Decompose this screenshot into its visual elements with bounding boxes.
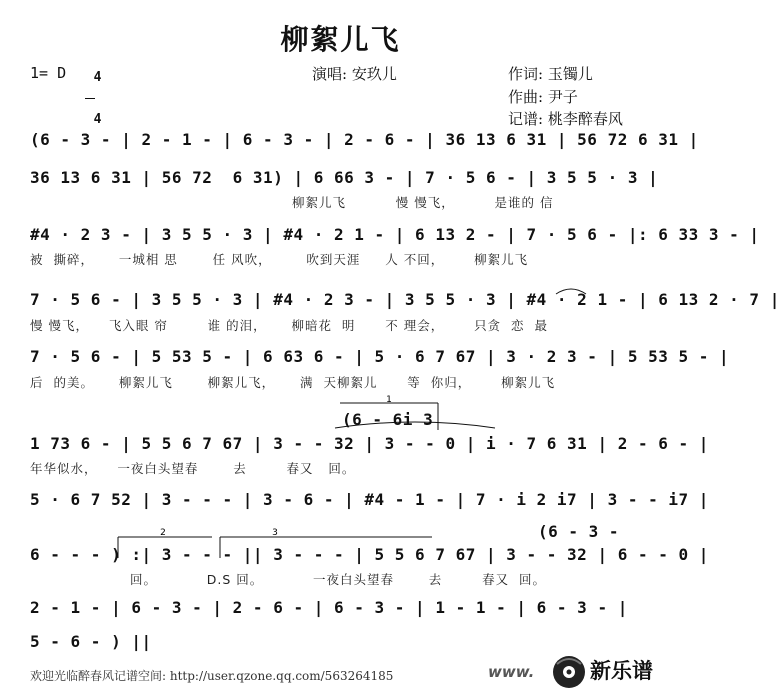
score-row-5-lyrics: 后 的美。 柳絮儿飞 柳絮儿飞， 满 天柳絮儿 等 你归， 柳絮儿飞 [30,375,556,390]
tie-arc-2 [335,422,495,428]
score-row-3-notes: #4 · 2 3 - | 3 5 5 · 3 | #4 · 2 1 - | 6 13 2 - | 7 · 5 6 - |: 6 33 3 - | [30,225,760,244]
singer-credit: 演唱: 安玖儿 [312,65,397,83]
score-row-5-notes: 7 · 5 6 - | 5 53 5 - | 6 63 6 - | 5 · 6 7 67 | 3 · 2 3 - | 5 53 5 - | [30,347,730,366]
score-row-6-lyrics: 年华似水， 一夜白头望春 去 春又 回。 [30,461,356,476]
composer-credit: 作曲: 尹子 [508,88,578,106]
score-row-8-notes: 6 - - - ) :| 3 - - - || 3 - - - | 5 5 6 7 67 | 3 - - 32 | 6 - - 0 | [30,545,709,564]
volta-label-2: 2 [160,528,166,538]
score-row-10-notes: 5 - 6 - ) || [30,632,152,651]
score-row-2-lyrics: 柳絮儿飞 慢 慢飞， 是谁的 信 [292,195,554,210]
transcriber-credit: 记谱: 桃李醉春风 [508,110,623,128]
volta-label-1: 1 [386,395,392,405]
time-signature-bottom: 4 [93,112,102,127]
score-row-4-lyrics: 慢 慢飞， 飞入眼 帘 谁 的泪， 柳暗花 明 不 理会， 只贪 恋 最 [30,318,548,333]
score-row-2-notes: 36 13 6 31 | 56 72 6 31) | 6 66 3 - | 7 · 5 6 - | 3 5 5 · 3 | [30,168,659,187]
score-row-8-lyrics: 回。 D.S 回。 一夜白头望春 去 春又 回。 [130,572,547,587]
score-row-9-notes: 2 - 1 - | 6 - 3 - | 2 - 6 - | 6 - 3 - | 1 - 1 - | 6 - 3 - | [30,598,628,617]
key-signature: 1= D [30,64,67,82]
lyricist-credit: 作词: 玉镯儿 [508,65,593,83]
song-title: 柳絮儿飞 [280,23,401,56]
score-row-4-notes: 7 · 5 6 - | 3 5 5 · 3 | #4 · 2 3 - | 3 5 5 · 3 | #4 · 2 1 - | 6 13 2 · 7 | [30,290,780,309]
watermark-url: www. [488,663,535,681]
score-row-6-notes: 1 73 6 - | 5 5 6 7 67 | 3 - - 32 | 3 - - 0 | i · 7 6 31 | 2 - 6 - | [30,434,709,453]
score-row-1-notes: (6 - 3 - | 2 - 1 - | 6 - 3 - | 2 - 6 - | 36 13 6 31 | 56 72 6 31 | [30,130,699,149]
footer-text: 欢迎光临醉春风记谱空间: http://user.qzone.qq.com/563264185 [30,669,394,683]
score-row-3-lyrics: 被 撕碎， 一城相 思 任 风吹， 吹到天涯 人 不回， 柳絮儿飞 [30,252,529,267]
volta-label-3: 3 [272,528,278,538]
score-row-8-above-notes: (6 - 3 - [538,522,620,541]
site-logo-text: 新乐谱 [590,659,653,683]
time-signature-top: 4 [93,70,102,85]
score-row-7-notes: 5 · 6 7 52 | 3 - - - | 3 - 6 - | #4 - 1 - | 7 · i 2 i7 | 3 - - i7 | [30,490,709,509]
tie-arc-1 [556,289,586,294]
score-row-6-above-notes: (6 - 6i 3 [342,410,434,429]
